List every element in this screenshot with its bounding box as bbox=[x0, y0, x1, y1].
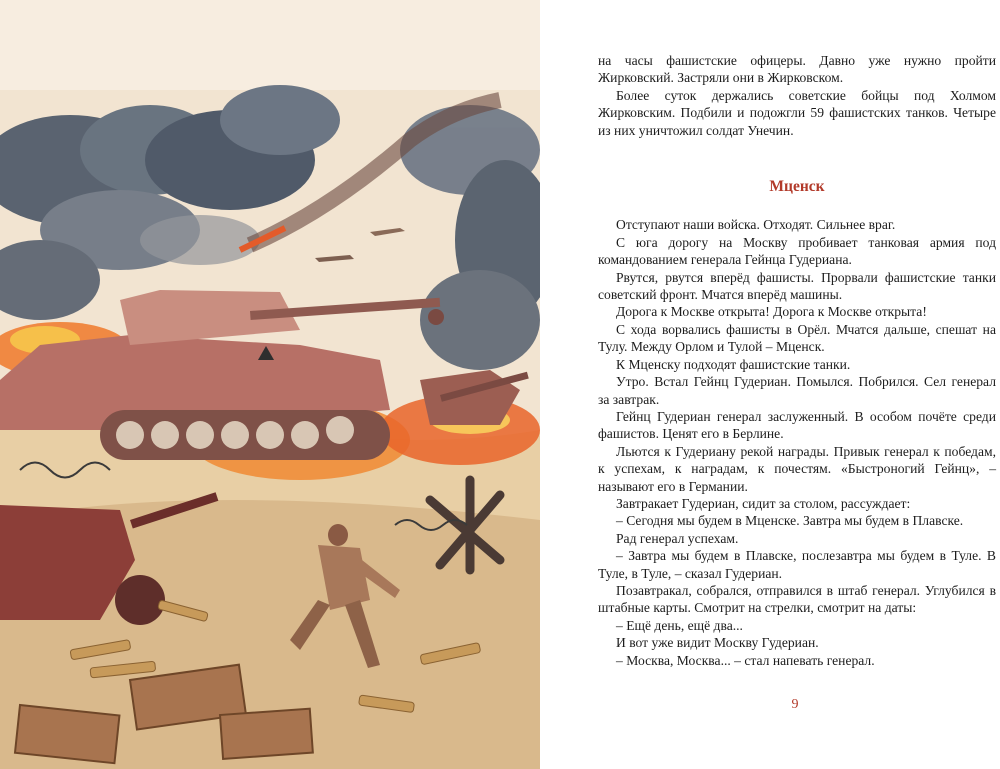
paragraph: Рвутся, рвутся вперёд фашисты. Прорвали фашистские танки советский фронт. Мчатся вперёд машины. bbox=[598, 269, 996, 303]
paragraph: Дорога к Москве открыта! Дорога к Москве открыта! bbox=[616, 304, 927, 320]
paragraph: Утро. Встал Гейнц Гудериан. Помылся. Побрился. Сел генерал за завтрак. bbox=[598, 374, 996, 407]
paragraph: Завтракает Гудериан, сидит за столом, рассуждает: bbox=[616, 495, 911, 511]
paragraph: Отступают наши войска. Отходят. Сильнее враг. bbox=[616, 217, 896, 233]
chapter-title: Мценск bbox=[769, 178, 825, 196]
paragraph: К Мценску подходят фашистские танки. bbox=[616, 356, 851, 372]
paragraph: – Москва, Москва... – стал напевать генерал. bbox=[616, 652, 875, 668]
paragraph: – Сегодня мы будем в Мценске. Завтра мы будем в Плавске. bbox=[616, 513, 964, 529]
paragraph: – Завтра мы будем в Плавске, послезавтра мы будем в Туле. В Туле, в Туле, – сказал Гудериан. bbox=[598, 548, 996, 581]
paragraph: Более суток держались советские бойцы под Холмом Жирковским. Подбили и подожгли 59 фашистских танков. Четыре из них уничтожил солдат Унечин. bbox=[598, 87, 996, 138]
paragraph: на часы фашистские офицеры. Давно уже нужно пройти Жирковский. Застряли они в Жирковском. bbox=[598, 53, 996, 86]
paragraph: Рад генерал успехам. bbox=[616, 530, 739, 546]
paragraph: Льются к Гудериану рекой награды. Привык генерал к победам, к успехам, к наградам, к почестям. «Быстроногий Гейнц», – называют его в Германии. bbox=[598, 443, 996, 494]
paragraph: С хода ворвались фашисты в Орёл. Мчатся дальше, спешат на Тулу. Между Орлом и Тулой – Мценск. bbox=[598, 321, 996, 355]
text-page bbox=[598, 52, 996, 669]
page-number: 9 bbox=[791, 697, 799, 712]
paragraph: Позавтракал, собрался, отправился в штаб генерал. Углубился в штабные карты. Смотрит на стрелки, смотрит на даты: bbox=[598, 582, 996, 616]
paragraph: И вот уже видит Москву Гудериан. bbox=[616, 635, 819, 651]
paragraph: С юга дорогу на Москву пробивает танковая армия под командованием генерала Гейнца Гудериана. bbox=[598, 234, 996, 268]
paragraph: Гейнц Гудериан генерал заслуженный. В особом почёте среди фашистов. Ценят его в Берлине. bbox=[598, 408, 996, 442]
paragraph: – Ещё день, ещё два... bbox=[616, 617, 743, 633]
